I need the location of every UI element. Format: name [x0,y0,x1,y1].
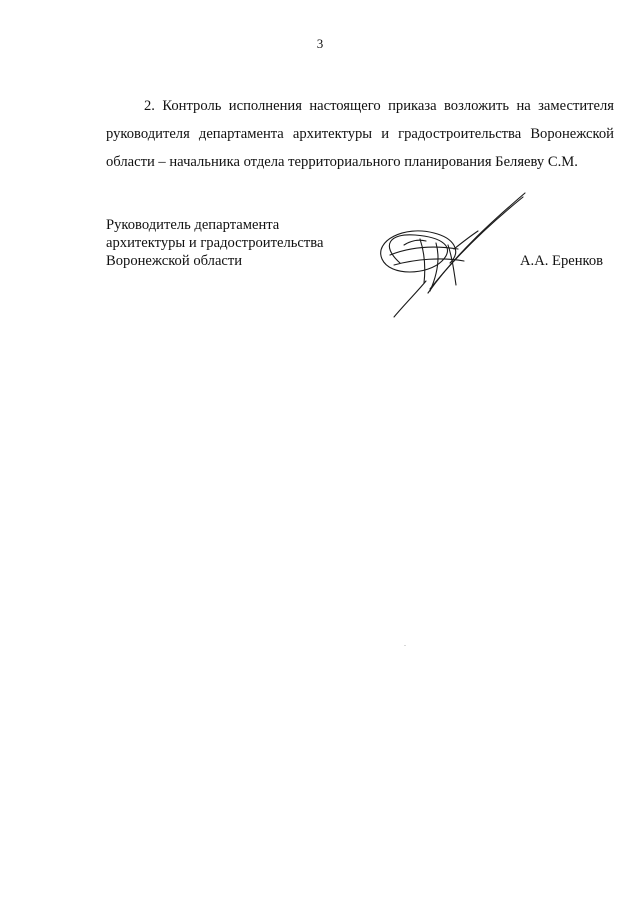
handwritten-signature [360,185,540,320]
signatory-position [106,216,323,270]
page-number: 3 [316,36,324,51]
body-paragraph [106,92,614,176]
position-line: архитектуры и градостроительства [106,235,324,251]
paragraph-line: 2. Контроль исполнения настоящего приказа возложить на заместителя [144,98,614,114]
position-line: Воронежской области [106,253,243,269]
paragraph-line: области – начальника отдела территориального планирования Беляеву С.М. [106,154,578,170]
scan-artifact [404,645,406,646]
position-line: Руководитель департамента [106,217,280,233]
paragraph-line: руководителя департамента архитектуры и градостроительства Воронежской [106,126,614,142]
signer-name: А.А. Еренков [520,253,604,269]
